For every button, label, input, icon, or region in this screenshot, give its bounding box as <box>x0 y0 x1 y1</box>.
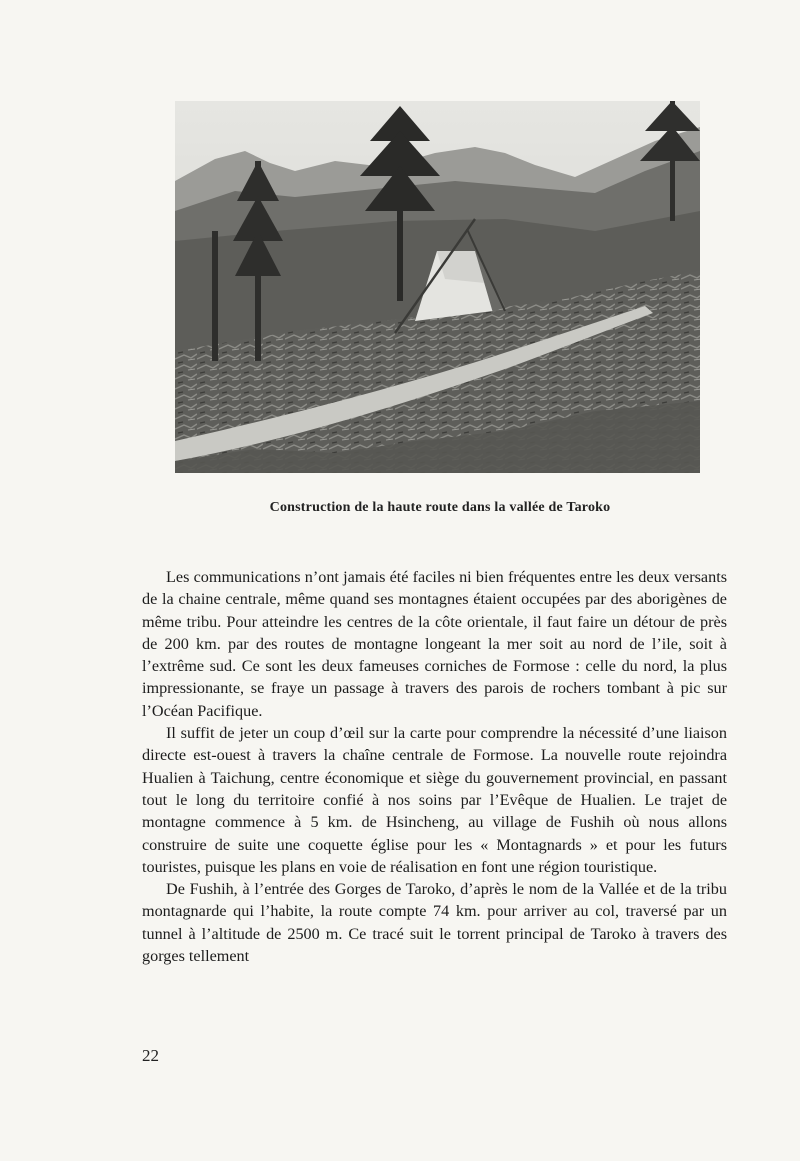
photo-caption: Construction de la haute route dans la vallée de Taroko <box>269 500 611 515</box>
page-number: 22 <box>142 1046 159 1065</box>
photograph-mountain-road <box>175 101 700 473</box>
paragraph: Les communications n’ont jamais été faciles ni bien fréquentes entre les deux versants de la chaine centrale, même quand ses montagnes étaient occupées par des aborigènes de même tribu. Pour atteindre les centres de la côte orientale, il faut faire un détour de près de 200 km. par des routes de montagne longeant la mer soit au nord de l’ile, soit à l’extrême sud. Ce sont les deux fameuses corniches de Formose : celle du nord, la plus impressionante, se fraye un passage à travers des parois de rochers tombant à pic sur l’Océan Pacifique. <box>142 568 727 720</box>
paragraph: Il suffit de jeter un coup d’œil sur la carte pour comprendre la nécessité d’une liaison directe est-ouest à travers la chaîne centrale de Formose. La nouvelle route rejoindra Hualien à Taichung, centre économique et siège du gouvernement provincial, en passant tout le long du territoire confié à nos soins par l’Evêque de Hualien. Le trajet de montagne commence à 5 km. de Hsincheng, au village de Fushih où nous allons construire de suite une coquette église pour les « Montagnards » et pour les futurs touristes, puisque les plans en voie de réalisation en font une région touristique. <box>142 724 727 876</box>
paragraph: De Fushih, à l’entrée des Gorges de Taroko, d’après le nom de la Vallée et de la tribu montagnarde qui l’habite, la route compte 74 km. pour arriver au col, traversé par un tunnel à l’altitude de 2500 m. Ce tracé suit le torrent principal de Taroko à travers des gorges tellement <box>142 880 727 966</box>
photo-illustration <box>175 101 700 473</box>
body-text <box>142 566 727 967</box>
